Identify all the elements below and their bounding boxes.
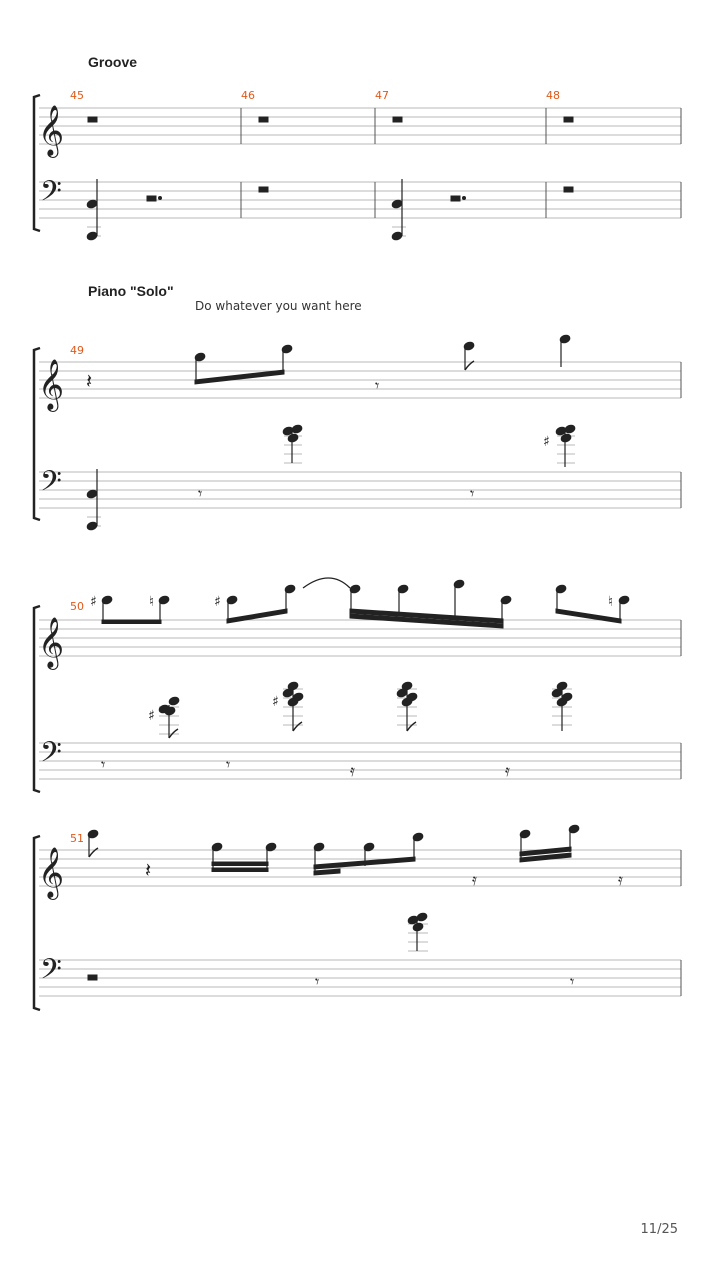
- beamed-eighths: [194, 344, 293, 384]
- beamed-sixteenths: [349, 579, 512, 628]
- half-rest: [147, 196, 156, 201]
- sixteenth-rest: 𝄿: [350, 761, 355, 780]
- beamed-eighths: [90, 594, 170, 624]
- bass-chord: [407, 912, 428, 951]
- treble-staff: [39, 108, 681, 144]
- beamed-sixteenths: [313, 832, 424, 875]
- bass-clef-icon: 𝄢: [40, 953, 62, 993]
- system-1: [34, 89, 681, 241]
- half-rest: [88, 975, 97, 980]
- sharp-icon: ♯: [272, 694, 279, 710]
- treble-clef-icon: 𝄞: [38, 359, 65, 410]
- performance-annotation: Do whatever you want here: [195, 299, 362, 313]
- beamed-sixteenths: [519, 824, 580, 862]
- sharp-icon: ♯: [90, 594, 97, 610]
- bass-chord: [282, 424, 303, 463]
- bass-chord: [551, 681, 573, 731]
- whole-rest: [393, 117, 402, 122]
- whole-rest: [259, 187, 268, 192]
- measure-number: 45: [70, 89, 84, 102]
- eighth-note: [463, 341, 475, 370]
- beamed-eighths: [555, 584, 630, 623]
- beamed-eighths: [214, 584, 296, 623]
- bass-clef-icon: 𝄢: [40, 175, 62, 215]
- sixteenth-rest: 𝄿: [472, 870, 477, 889]
- quarter-rest: 𝄽: [86, 369, 93, 393]
- quarter-rest: 𝄽: [145, 858, 152, 882]
- sixteenth-rest: 𝄿: [505, 761, 510, 780]
- treble-staff: [39, 620, 681, 656]
- measure-number: 46: [241, 89, 255, 102]
- sixteenth-rest: 𝄿: [618, 870, 623, 889]
- eighth-rest: 𝄾: [101, 755, 106, 774]
- sharp-icon: ♯: [148, 708, 155, 724]
- treble-staff: [39, 362, 681, 398]
- eighth-note: [87, 829, 99, 857]
- treble-clef-icon: 𝄞: [38, 847, 65, 898]
- page-number: 11/25: [640, 1222, 678, 1237]
- system-2: [34, 334, 681, 531]
- measure-number: 47: [375, 89, 389, 102]
- tie: [303, 578, 350, 588]
- dot: [159, 197, 162, 200]
- section-title-piano-solo: Piano "Solo": [88, 283, 174, 299]
- measure-number: 51: [70, 832, 84, 845]
- bass-chord: [86, 469, 101, 531]
- system-4: [34, 824, 681, 1010]
- treble-clef-icon: 𝄞: [38, 105, 65, 156]
- natural-icon: ♮: [149, 594, 155, 610]
- bass-staff: [39, 472, 681, 508]
- eighth-rest: 𝄾: [315, 972, 320, 991]
- sharp-icon: ♯: [214, 594, 221, 610]
- treble-staff: [39, 850, 681, 886]
- bass-chord: [86, 179, 101, 241]
- bass-chord: [148, 696, 180, 738]
- sharp-icon: ♯: [543, 434, 550, 450]
- measure-number: 50: [70, 600, 84, 613]
- half-rest: [451, 196, 460, 201]
- bass-staff: [39, 960, 681, 996]
- whole-rest: [564, 187, 573, 192]
- bass-chord: [391, 179, 406, 241]
- natural-icon: ♮: [608, 594, 614, 610]
- eighth-rest: 𝄾: [470, 484, 475, 503]
- bass-staff: [39, 182, 681, 218]
- whole-rest: [564, 117, 573, 122]
- treble-clef-icon: 𝄞: [38, 617, 65, 668]
- bass-chord: [396, 681, 418, 731]
- eighth-rest: 𝄾: [226, 755, 231, 774]
- eighth-rest: 𝄾: [198, 484, 203, 503]
- beamed-sixteenths: [211, 842, 277, 872]
- bass-chord: [272, 681, 304, 731]
- bass-chord: [543, 424, 576, 467]
- measure-number: 49: [70, 344, 84, 357]
- whole-rest: [259, 117, 268, 122]
- measure-number: 48: [546, 89, 560, 102]
- dot: [463, 197, 466, 200]
- eighth-rest: 𝄾: [375, 376, 380, 395]
- bass-staff: [39, 743, 681, 779]
- section-title-groove: Groove: [88, 54, 138, 70]
- bass-clef-icon: 𝄢: [40, 465, 62, 505]
- whole-rest: [88, 117, 97, 122]
- system-3: [34, 578, 681, 792]
- bass-clef-icon: 𝄢: [40, 736, 62, 776]
- eighth-rest: 𝄾: [570, 972, 575, 991]
